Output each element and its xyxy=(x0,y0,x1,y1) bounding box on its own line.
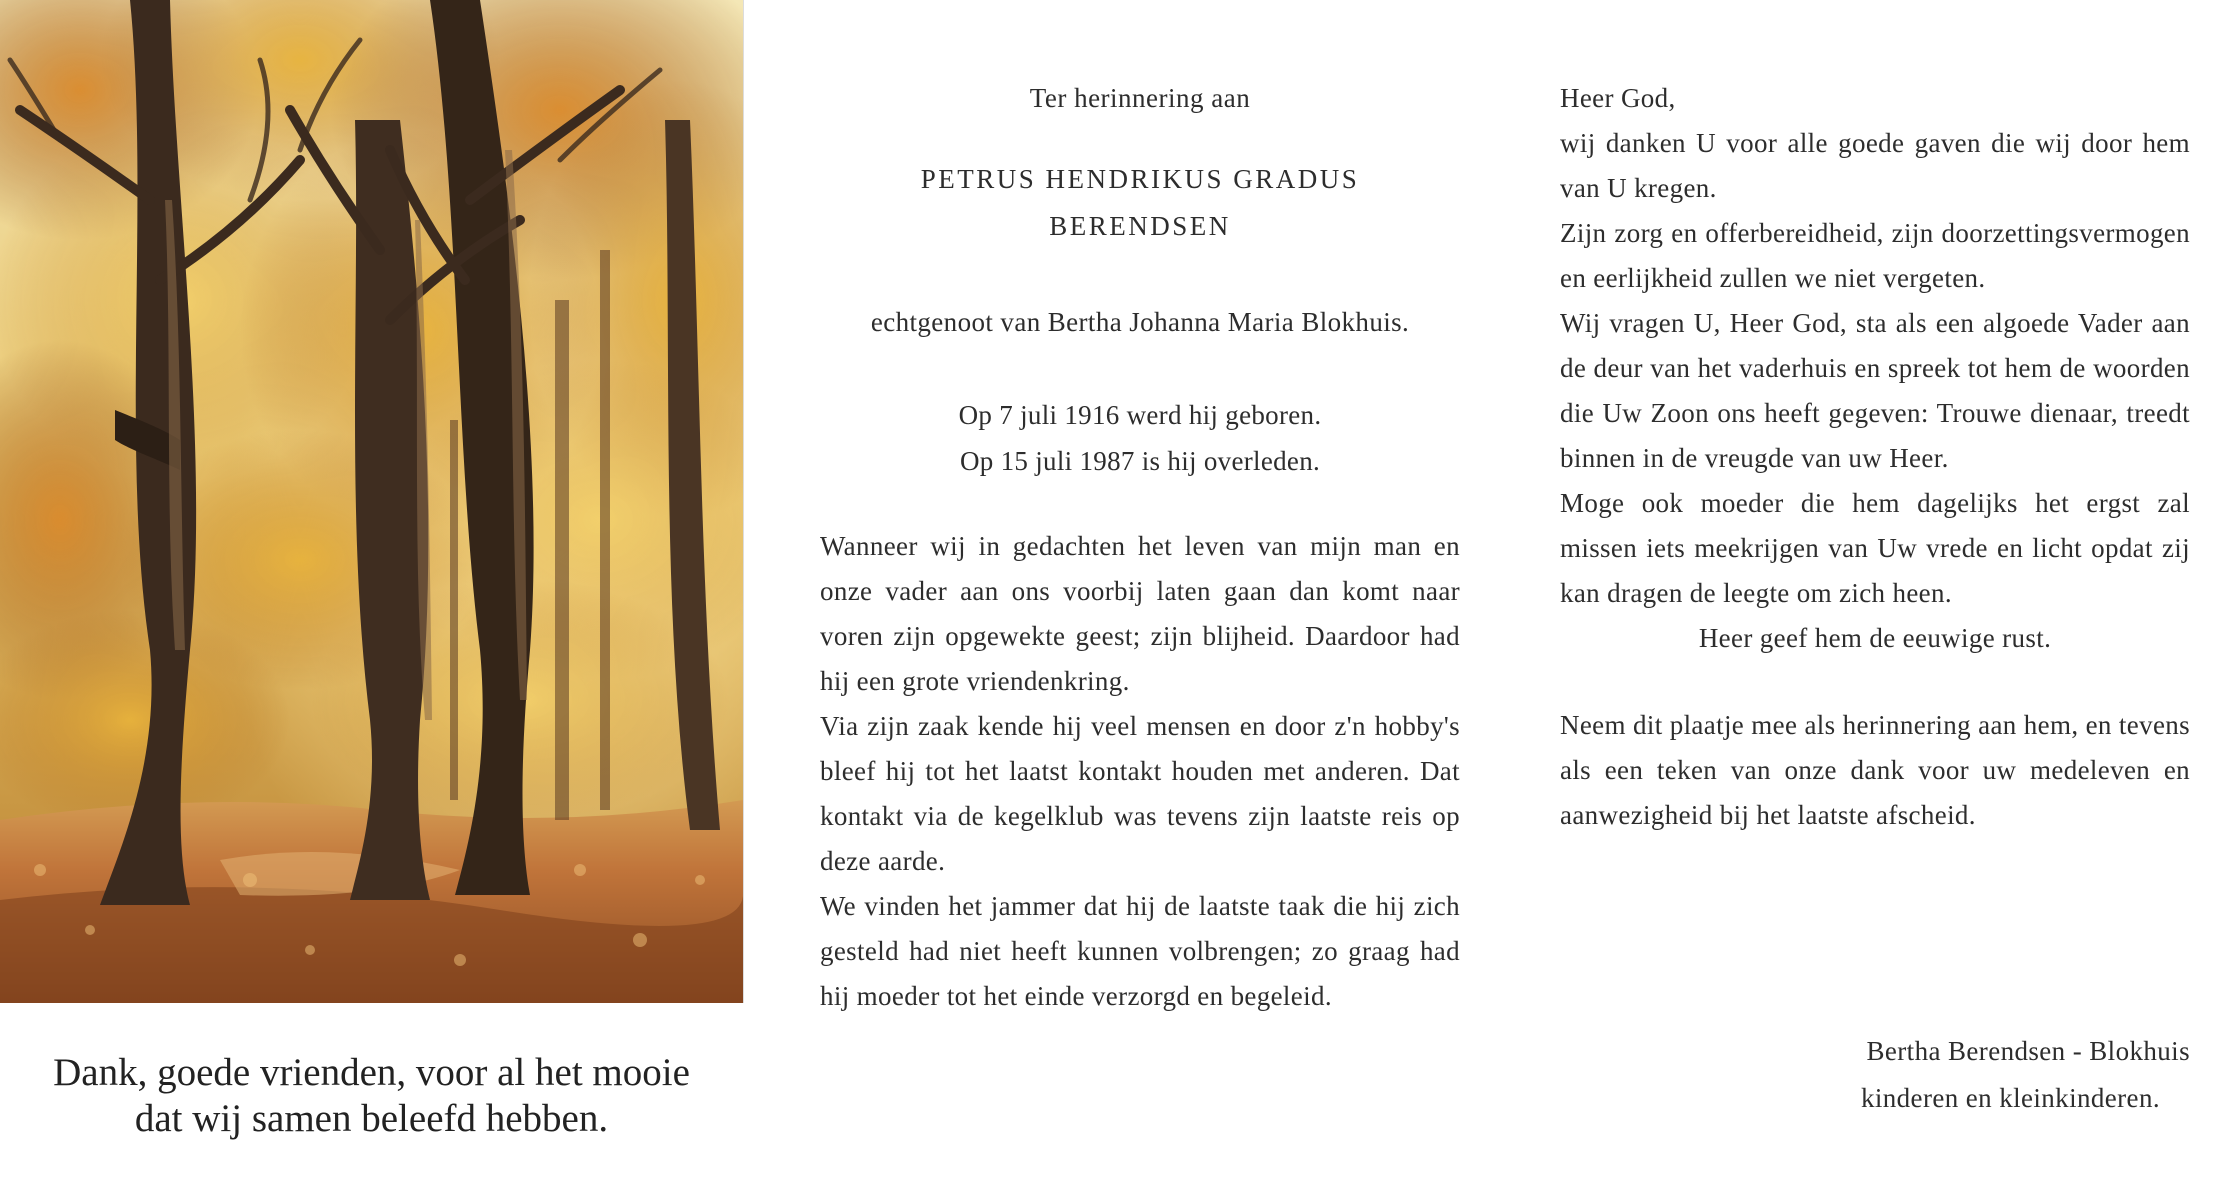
obituary-column xyxy=(820,78,1460,1019)
birth-date: Op 7 juli 1916 werd hij geboren. xyxy=(958,400,1322,430)
closing-paragraph: Neem dit plaatje mee als herinnering aan hem, en tevens als een teken van onze dank voor uw medeleven en aanwezigheid bij het laatste afscheid. xyxy=(1560,710,2190,830)
prayer-paragraph: Wij vragen U, Heer God, sta als een algoede Vader aan de deur van het vaderhuis en spreek tot hem de woorden die Uw Zoon ons heeft gegeven: Trouwe dienaar, treedt binnen in de vreugde van uw Heer. xyxy=(1560,308,2190,473)
memorial-paragraph: We vinden het jammer dat hij de laatste taak die hij zich gesteld had niet heeft kunnen volbrengen; zo graag had hij moeder tot het einde verzorgd en begeleid. xyxy=(820,891,1460,1011)
caption-line-2: dat wij samen beleefd hebben. xyxy=(134,1097,609,1140)
memorial-paragraph: Wanneer wij in gedachten het leven van mijn man en onze vader aan ons voorbij laten gaan dan komt naar voren zijn opgewekte geest; zijn blijheid. Daardoor had hij een grote vriendenkring. xyxy=(820,531,1460,696)
prayer-rest-line: Heer geef hem de eeuwige rust. xyxy=(1698,623,2052,653)
prayer-address: Heer God, xyxy=(1560,83,1676,113)
prayer-paragraph: Moge ook moeder die hem dagelijks het ergst zal missen iets meekrijgen van Uw vrede en licht opdat zij kan dragen de leegte om zich heen. xyxy=(1560,488,2190,608)
death-date: Op 15 juli 1987 is hij overleden. xyxy=(959,446,1321,476)
autumn-forest-photo xyxy=(0,0,744,1003)
deceased-name xyxy=(820,156,1460,250)
intro-heading: Ter herinnering aan xyxy=(1029,83,1251,113)
memorial-text xyxy=(820,524,1460,1019)
prayer-paragraph: wij danken U voor alle goede gaven die wij door hem van U kregen. xyxy=(1560,128,2190,203)
name-line-1: PETRUS HENDRIKUS GRADUS xyxy=(920,164,1360,194)
spouse-line: echtgenoot van Bertha Johanna Maria Blokhuis. xyxy=(870,307,1410,337)
signature xyxy=(1560,1028,2190,1122)
life-dates xyxy=(820,392,1460,484)
memorial-paragraph: Via zijn zaak kende hij veel mensen en door z'n hobby's bleef hij tot het laatst kontakt houden met anderen. Dat kontakt via de kegelklub was tevens zijn laatste reis op deze aarde. xyxy=(820,711,1460,876)
caption-line-1: Dank, goede vrienden, voor al het mooie xyxy=(53,1051,690,1094)
name-line-2: BERENDSEN xyxy=(1049,211,1231,241)
prayer-paragraph: Zijn zorg en offerbereidheid, zijn doorzettingsvermogen en eerlijkheid zullen we niet vergeten. xyxy=(1560,218,2190,293)
signature-name: Bertha Berendsen - Blokhuis xyxy=(1866,1036,2190,1066)
prayer-column xyxy=(1560,76,2190,838)
signature-family: kinderen en kleinkinderen. xyxy=(1860,1083,2160,1113)
caption xyxy=(0,1050,743,1142)
